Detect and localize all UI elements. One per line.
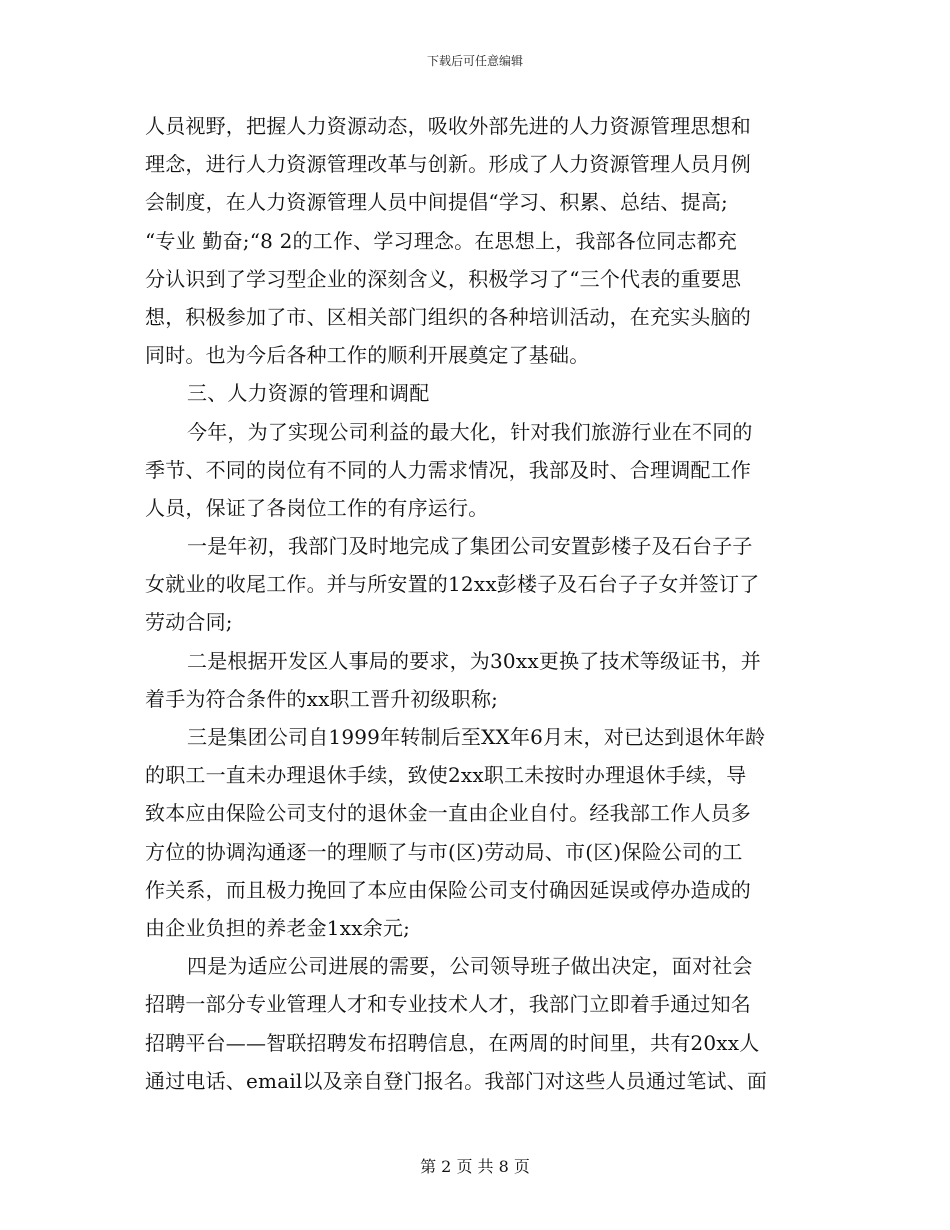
page-header: 下载后可任意编辑: [426, 54, 523, 68]
text-line: 劳动合同;: [145, 610, 233, 635]
text-line: 招聘一部分专业管理人才和专业技术人才，我部门立即着手通过知名: [145, 992, 751, 1017]
text-line: 人员，保证了各岗位工作的有序运行。: [145, 495, 489, 520]
section-heading: 三、人力资源的管理和调配: [187, 381, 430, 406]
text-line: 作关系，而且极力挽回了本应由保险公司支付确因延误或停办造成的: [145, 877, 751, 902]
text-line: 通过电话、email以及亲自登门报名。我部门对这些人员通过笔试、面: [145, 1068, 768, 1093]
text-line: 着手为符合条件的xx职工晋升初级职称;: [145, 686, 499, 711]
text-line: 想，积极参加了市、区相关部门组织的各种培训活动，在充实头脑的: [145, 304, 751, 329]
text-line: “专业 勤奋;“8 2的工作、学习理念。在思想上，我部各位同志都充: [145, 228, 737, 253]
text-line: 的职工一直未办理退休手续，致使2xx职工未按时办理退休手续，导: [145, 763, 747, 788]
text-line: 由企业负担的养老金1xx余元;: [145, 915, 411, 940]
text-line: 会制度，在人力资源管理人员中间提倡“学习、积累、总结、提高;: [145, 190, 728, 215]
text-line: 致本应由保险公司支付的退休金一直由企业自付。经我部工作人员多: [145, 801, 751, 826]
text-line: 分认识到了学习型企业的深刻含义，积极学习了“三个代表的重要思: [145, 266, 742, 291]
text-line: 一是年初，我部门及时地完成了集团公司安置彭楼子及石台子子: [187, 534, 753, 559]
page-footer: [0, 1154, 950, 1177]
text-line: 招聘平台——智联招聘发布招聘信息，在两周的时间里，共有20xx人: [145, 1030, 760, 1055]
text-line: 二是根据开发区人事局的要求，为30xx更换了技术等级证书，并: [187, 648, 762, 673]
text-line: 三是集团公司自1999年转制后至XX年6月末，对已达到退休年龄: [187, 725, 766, 749]
text-line: 女就业的收尾工作。并与所安置的12xx彭楼子及石台子子女并签订了: [145, 572, 760, 597]
text-line: 季节、不同的岗位有不同的人力需求情况，我部及时、合理调配工作: [145, 457, 751, 482]
text-line: 今年，为了实现公司利益的最大化，针对我们旅游行业在不同的: [187, 419, 753, 444]
text-line: 理念，进行人力资源管理改革与创新。形成了人力资源管理人员月例: [145, 152, 751, 177]
text-line: 方位的协调沟通逐一的理顺了与市(区)劳动局、市(区)保险公司的工: [145, 839, 743, 864]
document-body: [145, 107, 810, 1100]
text-line: 同时。也为今后各种工作的顺利开展奠定了基础。: [145, 343, 590, 368]
page-number: 第 2 页 共 8 页: [420, 1157, 530, 1176]
text-line: 四是为适应公司进展的需要，公司领导班子做出决定，面对社会: [187, 954, 753, 979]
text-line: 人员视野，把握人力资源动态，吸收外部先进的人力资源管理思想和: [145, 114, 751, 138]
